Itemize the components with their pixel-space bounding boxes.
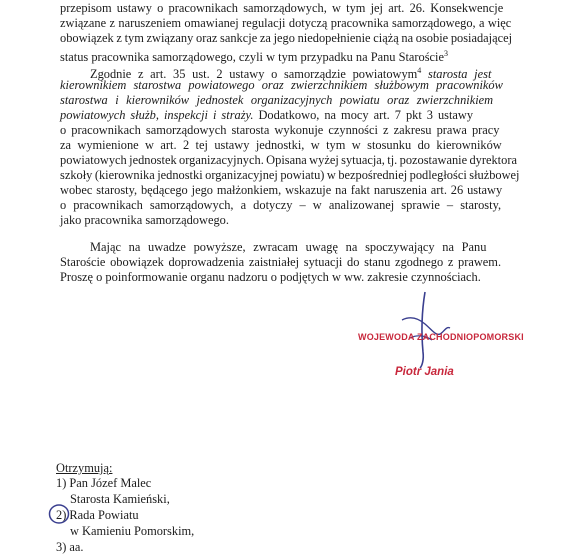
recipient-item: 1) Pan Józef Malec [56, 476, 152, 490]
footnote-ref: 4 [417, 66, 422, 75]
recipients-heading: Otrzymują: [56, 461, 113, 475]
body-line: o pracownikach samorządowych, a dotyczy – w analizowanej sprawie – starosty, [60, 198, 502, 212]
body-line: związane z naruszeniem omawianej regulacji dotyczą pracownika samorządowego, a więc [60, 16, 512, 30]
body-line: kierownikiem starostwa powiatowego oraz zwierzchnikiem służbowym pracowników [60, 78, 503, 92]
body-line: Mając na uwadze powyższe, zwracam uwagę na spoczywający na Panu [90, 240, 487, 254]
recipient-item: Starosta Kamieński, [70, 492, 170, 506]
signer-name: Piotr Jania [395, 366, 454, 378]
body-line: starostwa i kierowników jednostek organizacyjnych powiatu oraz zwierzchnikiem [60, 93, 494, 107]
recipient-item: w Kamieniu Pomorskim, [70, 524, 195, 538]
body-line: o pracownikach samorządowych starosta wykonuje czynności z zakresu prawa pracy [60, 123, 500, 137]
footnote-ref: 3 [444, 49, 449, 58]
recipient-item: 3) aa. [56, 540, 84, 554]
body-line: powiatowych służb, inspekcji i straży. Dodatkowo, na mocy art. 7 pkt 3 ustawy [60, 108, 474, 122]
official-stamp-title: WOJEWODA ZACHODNIOPOMORSKI [358, 332, 524, 342]
body-line: Staroście obowiązek doprowadzenia zaistniałej sytuacji do stanu zgodnego z prawem. [60, 255, 502, 269]
recipient-item: 2) Rada Powiatu [56, 508, 139, 522]
body-line: status pracownika samorządowego, czyli w tym przypadku na Panu Staroście$^3$ [60, 49, 449, 65]
body-line: przepisom ustawy o pracownikach samorządowych, w tym jej art. 26. Konsekwencje [60, 1, 504, 15]
body-line: obowiązek z tym związany oraz sankcje za jego niedopełnienie ciążą na osobie posiadającej [60, 31, 513, 45]
body-line: szkoły (kierownika jednostki organizacyjnej powiatu) w bezpośredniej podległości służbowej [60, 168, 520, 182]
body-line: Proszę o poinformowanie organu nadzoru o podjętych w ww. zakresie czynnościach. [60, 270, 481, 284]
body-line: jako pracownika samorządowego. [60, 213, 229, 227]
body-line: wobec starosty, będącego jego małżonkiem, wskazuje na fakt naruszenia art. 26 ustawy [60, 183, 503, 197]
body-line: powiatowych jednostek organizacyjnych. Opisana wyżej sytuacja, tj. pozostawanie dyrektora [60, 153, 517, 167]
body-line: za wymienione w art. 2 tej ustawy jednostki, w tym w stosunku do kierowników [60, 138, 502, 152]
body-line: Zgodnie z art. 35 ust. 2 ustawy o samorządzie powiatowym$^4$ starosta jest [90, 66, 492, 82]
handwritten-circle-mark [48, 503, 72, 525]
handwritten-signature [392, 290, 462, 370]
